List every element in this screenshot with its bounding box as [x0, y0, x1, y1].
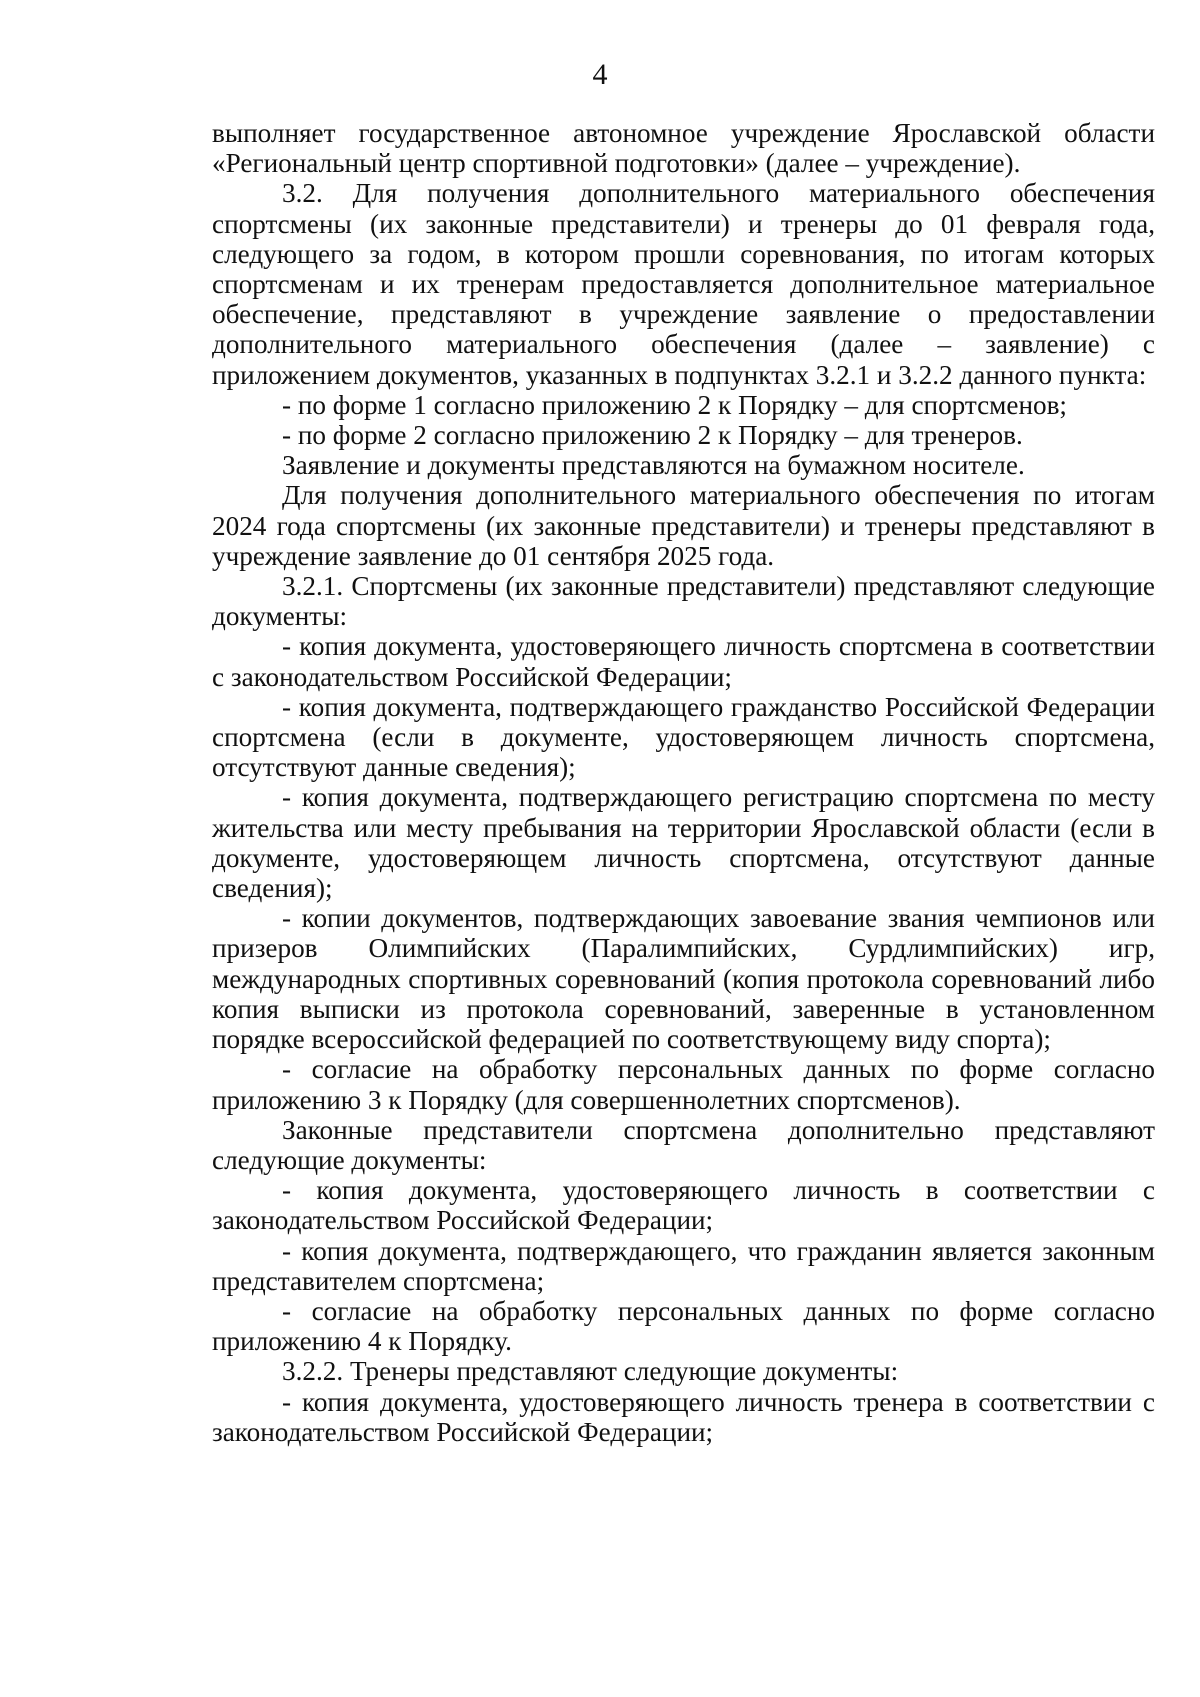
list-item: - копия документа, подтверждающего гражданство Российской Федерации спортсмена (если в документе, удостоверяющем личность спортсмена, отсутствуют данные сведения);	[212, 691, 1155, 783]
list-item: - по форме 1 согласно приложению 2 к Порядку – для спортсменов;	[282, 389, 1067, 420]
list-item: - копии документов, подтверждающих завоевание звания чемпионов или призеров Олимпийских (Паралимпийских, Сурдлимпийских) игр, международных спортивных соревнований (копия протокола соревнований либо копия выписки из протокола соревнований, заверенные в установленном порядке всероссийской федерацией по соответствующему виду спорта);	[212, 903, 1155, 1055]
paragraph-3-2: 3.2. Для получения дополнительного материального обеспечения спортсмены (их законные представители) и тренеры до 01 февраля года, следующего за годом, в котором прошли соревнования, по итогам которых спортсменам и их тренерам предоставляется дополнительное материальное обеспечение, представляют в учреждение заявление о предоставлении дополнительного материального обеспечения (далее – заявление) с приложением документов, указанных в подпунктах 3.2.1 и 3.2.2 данного пункта:	[212, 178, 1155, 390]
paragraph-3-2-1: 3.2.1. Спортсмены (их законные представители) представляют следующие документы:	[212, 571, 1155, 632]
paragraph-3-2-2: 3.2.2. Тренеры представляют следующие документы:	[282, 1356, 899, 1387]
list-item: - по форме 2 согласно приложению 2 к Порядку – для тренеров.	[282, 420, 1023, 451]
paragraph: выполняет государственное автономное учреждение Ярославской области «Региональный центр спортивной подготовки» (далее – учреждение).	[212, 118, 1155, 179]
list-item: - копия документа, подтверждающего, что гражданин является законным представителем спортсмена;	[212, 1235, 1155, 1296]
paragraph: Законные представители спортсмена дополнительно представляют следующие документы:	[212, 1114, 1155, 1175]
list-item: - согласие на обработку персональных данных по форме согласно приложению 3 к Порядку (для совершеннолетних спортсменов).	[212, 1054, 1155, 1115]
page-number: 4	[592, 58, 608, 91]
list-item: - копия документа, удостоверяющего личность спортсмена в соответствии с законодательством Российской Федерации;	[212, 631, 1155, 692]
document-body	[212, 118, 1155, 1447]
list-item: - копия документа, удостоверяющего личность в соответствии с законодательством Российской Федерации;	[212, 1175, 1155, 1236]
list-item: - копия документа, подтверждающего регистрацию спортсмена по месту жительства или месту пребывания на территории Ярославской области (если в документе, удостоверяющем личность спортсмена, отсутствуют данные сведения);	[212, 782, 1155, 904]
list-item: - копия документа, удостоверяющего личность тренера в соответствии с законодательством Российской Федерации;	[212, 1386, 1155, 1447]
list-item: - согласие на обработку персональных данных по форме согласно приложению 4 к Порядку.	[212, 1295, 1155, 1357]
paragraph: Для получения дополнительного материального обеспечения по итогам 2024 года спортсмены (их законные представители) и тренеры представляют в учреждение заявление до 01 сентября 2025 года.	[212, 480, 1155, 571]
paragraph: Заявление и документы представляются на бумажном носителе.	[282, 450, 1025, 481]
